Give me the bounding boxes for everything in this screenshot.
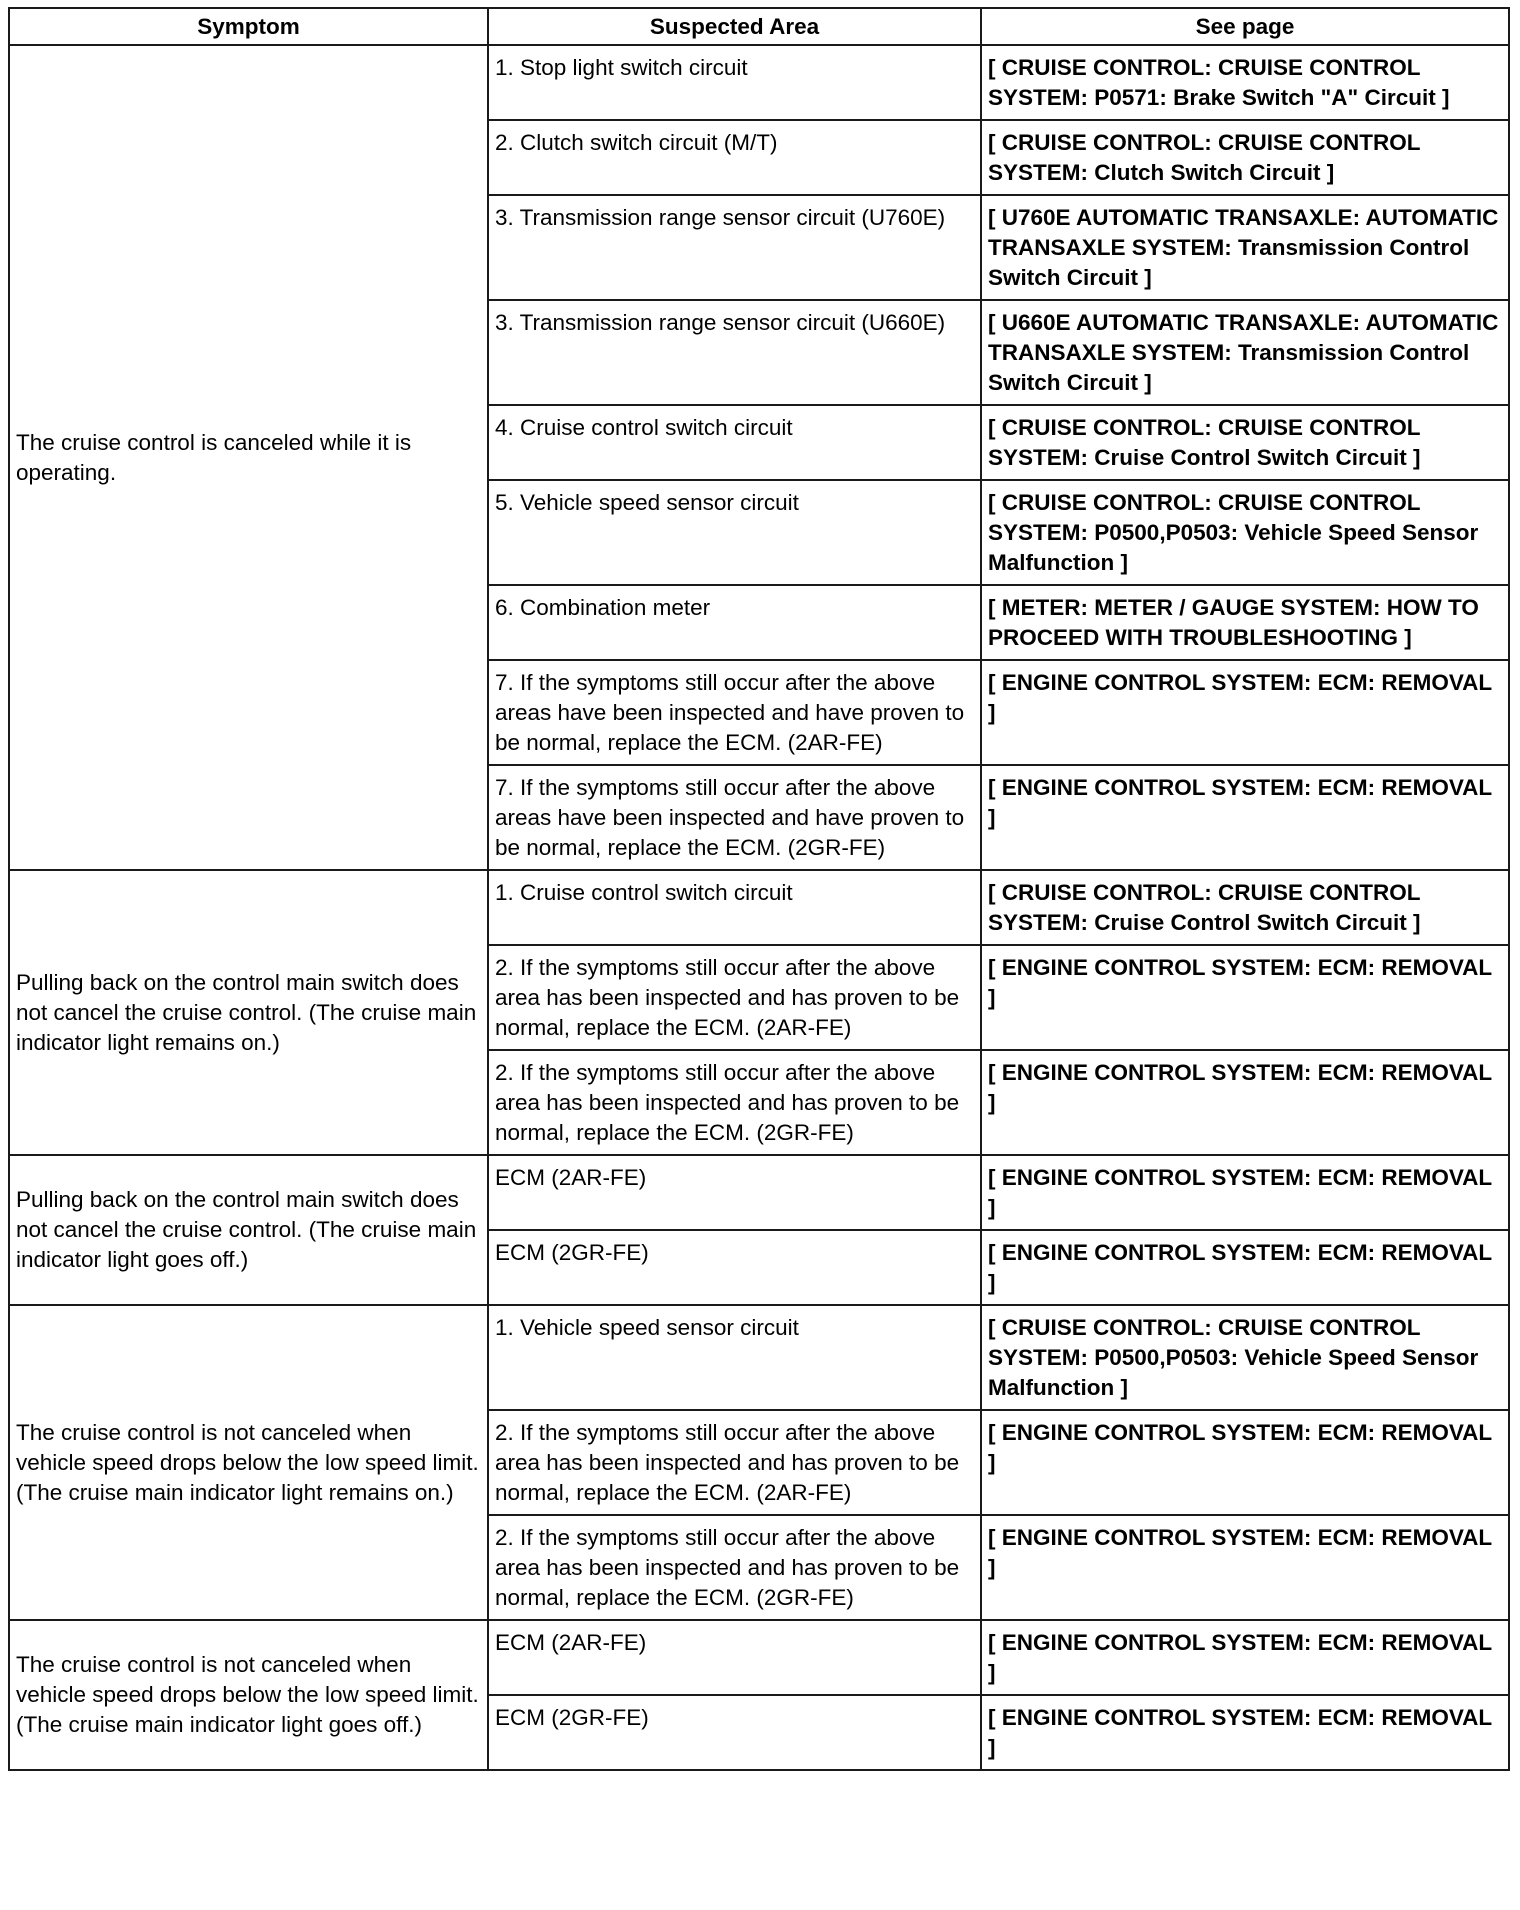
suspected-area-cell: 4. Cruise control switch circuit [488, 405, 981, 480]
suspected-area-cell: 2. If the symptoms still occur after the above area has been inspected and has proven to be normal, replace the ECM. (2GR-FE) [488, 1050, 981, 1155]
suspected-area-cell: 1. Stop light switch circuit [488, 45, 981, 120]
symptom-cell: The cruise control is not canceled when vehicle speed drops below the low speed limit. (The cruise main indicator light goes off.) [9, 1620, 488, 1770]
header-suspected-area: Suspected Area [488, 8, 981, 45]
see-page-link[interactable]: [ ENGINE CONTROL SYSTEM: ECM: REMOVAL ] [981, 1230, 1509, 1305]
see-page-link[interactable]: [ ENGINE CONTROL SYSTEM: ECM: REMOVAL ] [981, 1155, 1509, 1230]
symptom-cell: Pulling back on the control main switch does not cancel the cruise control. (The cruise main indicator light goes off.) [9, 1155, 488, 1305]
suspected-area-cell: 1. Vehicle speed sensor circuit [488, 1305, 981, 1410]
table-row [9, 45, 1509, 120]
see-page-link[interactable]: [ ENGINE CONTROL SYSTEM: ECM: REMOVAL ] [981, 660, 1509, 765]
table-row [9, 870, 1509, 945]
suspected-area-cell: ECM (2GR-FE) [488, 1230, 981, 1305]
see-page-link[interactable]: [ CRUISE CONTROL: CRUISE CONTROL SYSTEM: Cruise Control Switch Circuit ] [981, 405, 1509, 480]
header-row [9, 8, 1509, 45]
see-page-link[interactable]: [ U760E AUTOMATIC TRANSAXLE: AUTOMATIC TRANSAXLE SYSTEM: Transmission Control Switch Circuit ] [981, 195, 1509, 300]
see-page-link[interactable]: [ ENGINE CONTROL SYSTEM: ECM: REMOVAL ] [981, 1620, 1509, 1695]
see-page-link[interactable]: [ CRUISE CONTROL: CRUISE CONTROL SYSTEM: Clutch Switch Circuit ] [981, 120, 1509, 195]
suspected-area-cell: ECM (2GR-FE) [488, 1695, 981, 1770]
table-row [9, 1155, 1509, 1230]
suspected-area-cell: ECM (2AR-FE) [488, 1620, 981, 1695]
see-page-link[interactable]: [ ENGINE CONTROL SYSTEM: ECM: REMOVAL ] [981, 765, 1509, 870]
see-page-link[interactable]: [ CRUISE CONTROL: CRUISE CONTROL SYSTEM: P0571: Brake Switch "A" Circuit ] [981, 45, 1509, 120]
suspected-area-cell: 7. If the symptoms still occur after the above areas have been inspected and have proven to be normal, replace the ECM. (2AR-FE) [488, 660, 981, 765]
see-page-link[interactable]: [ ENGINE CONTROL SYSTEM: ECM: REMOVAL ] [981, 1695, 1509, 1770]
suspected-area-cell: 7. If the symptoms still occur after the above areas have been inspected and have proven to be normal, replace the ECM. (2GR-FE) [488, 765, 981, 870]
see-page-link[interactable]: [ ENGINE CONTROL SYSTEM: ECM: REMOVAL ] [981, 1515, 1509, 1620]
see-page-link[interactable]: [ CRUISE CONTROL: CRUISE CONTROL SYSTEM: Cruise Control Switch Circuit ] [981, 870, 1509, 945]
suspected-area-cell: 3. Transmission range sensor circuit (U660E) [488, 300, 981, 405]
symptom-cell: The cruise control is canceled while it is operating. [9, 45, 488, 870]
symptom-cell: Pulling back on the control main switch does not cancel the cruise control. (The cruise main indicator light remains on.) [9, 870, 488, 1155]
suspected-area-cell: 2. If the symptoms still occur after the above area has been inspected and has proven to be normal, replace the ECM. (2GR-FE) [488, 1515, 981, 1620]
suspected-area-cell: 5. Vehicle speed sensor circuit [488, 480, 981, 585]
symptom-cell: The cruise control is not canceled when vehicle speed drops below the low speed limit. (The cruise main indicator light remains on.) [9, 1305, 488, 1620]
see-page-link[interactable]: [ METER: METER / GAUGE SYSTEM: HOW TO PROCEED WITH TROUBLESHOOTING ] [981, 585, 1509, 660]
see-page-link[interactable]: [ U660E AUTOMATIC TRANSAXLE: AUTOMATIC TRANSAXLE SYSTEM: Transmission Control Switch Circuit ] [981, 300, 1509, 405]
suspected-area-cell: 2. If the symptoms still occur after the above area has been inspected and has proven to be normal, replace the ECM. (2AR-FE) [488, 1410, 981, 1515]
see-page-link[interactable]: [ ENGINE CONTROL SYSTEM: ECM: REMOVAL ] [981, 1050, 1509, 1155]
problem-symptoms-table [8, 7, 1510, 1771]
header-symptom: Symptom [9, 8, 488, 45]
suspected-area-cell: 6. Combination meter [488, 585, 981, 660]
see-page-link[interactable]: [ ENGINE CONTROL SYSTEM: ECM: REMOVAL ] [981, 945, 1509, 1050]
suspected-area-cell: 2. Clutch switch circuit (M/T) [488, 120, 981, 195]
suspected-area-cell: ECM (2AR-FE) [488, 1155, 981, 1230]
see-page-link[interactable]: [ ENGINE CONTROL SYSTEM: ECM: REMOVAL ] [981, 1410, 1509, 1515]
suspected-area-cell: 3. Transmission range sensor circuit (U760E) [488, 195, 981, 300]
table-row [9, 1620, 1509, 1695]
suspected-area-cell: 1. Cruise control switch circuit [488, 870, 981, 945]
table-row [9, 1305, 1509, 1410]
suspected-area-cell: 2. If the symptoms still occur after the above area has been inspected and has proven to be normal, replace the ECM. (2AR-FE) [488, 945, 981, 1050]
header-see-page: See page [981, 8, 1509, 45]
see-page-link[interactable]: [ CRUISE CONTROL: CRUISE CONTROL SYSTEM: P0500,P0503: Vehicle Speed Sensor Malfunction ] [981, 1305, 1509, 1410]
see-page-link[interactable]: [ CRUISE CONTROL: CRUISE CONTROL SYSTEM: P0500,P0503: Vehicle Speed Sensor Malfunction ] [981, 480, 1509, 585]
